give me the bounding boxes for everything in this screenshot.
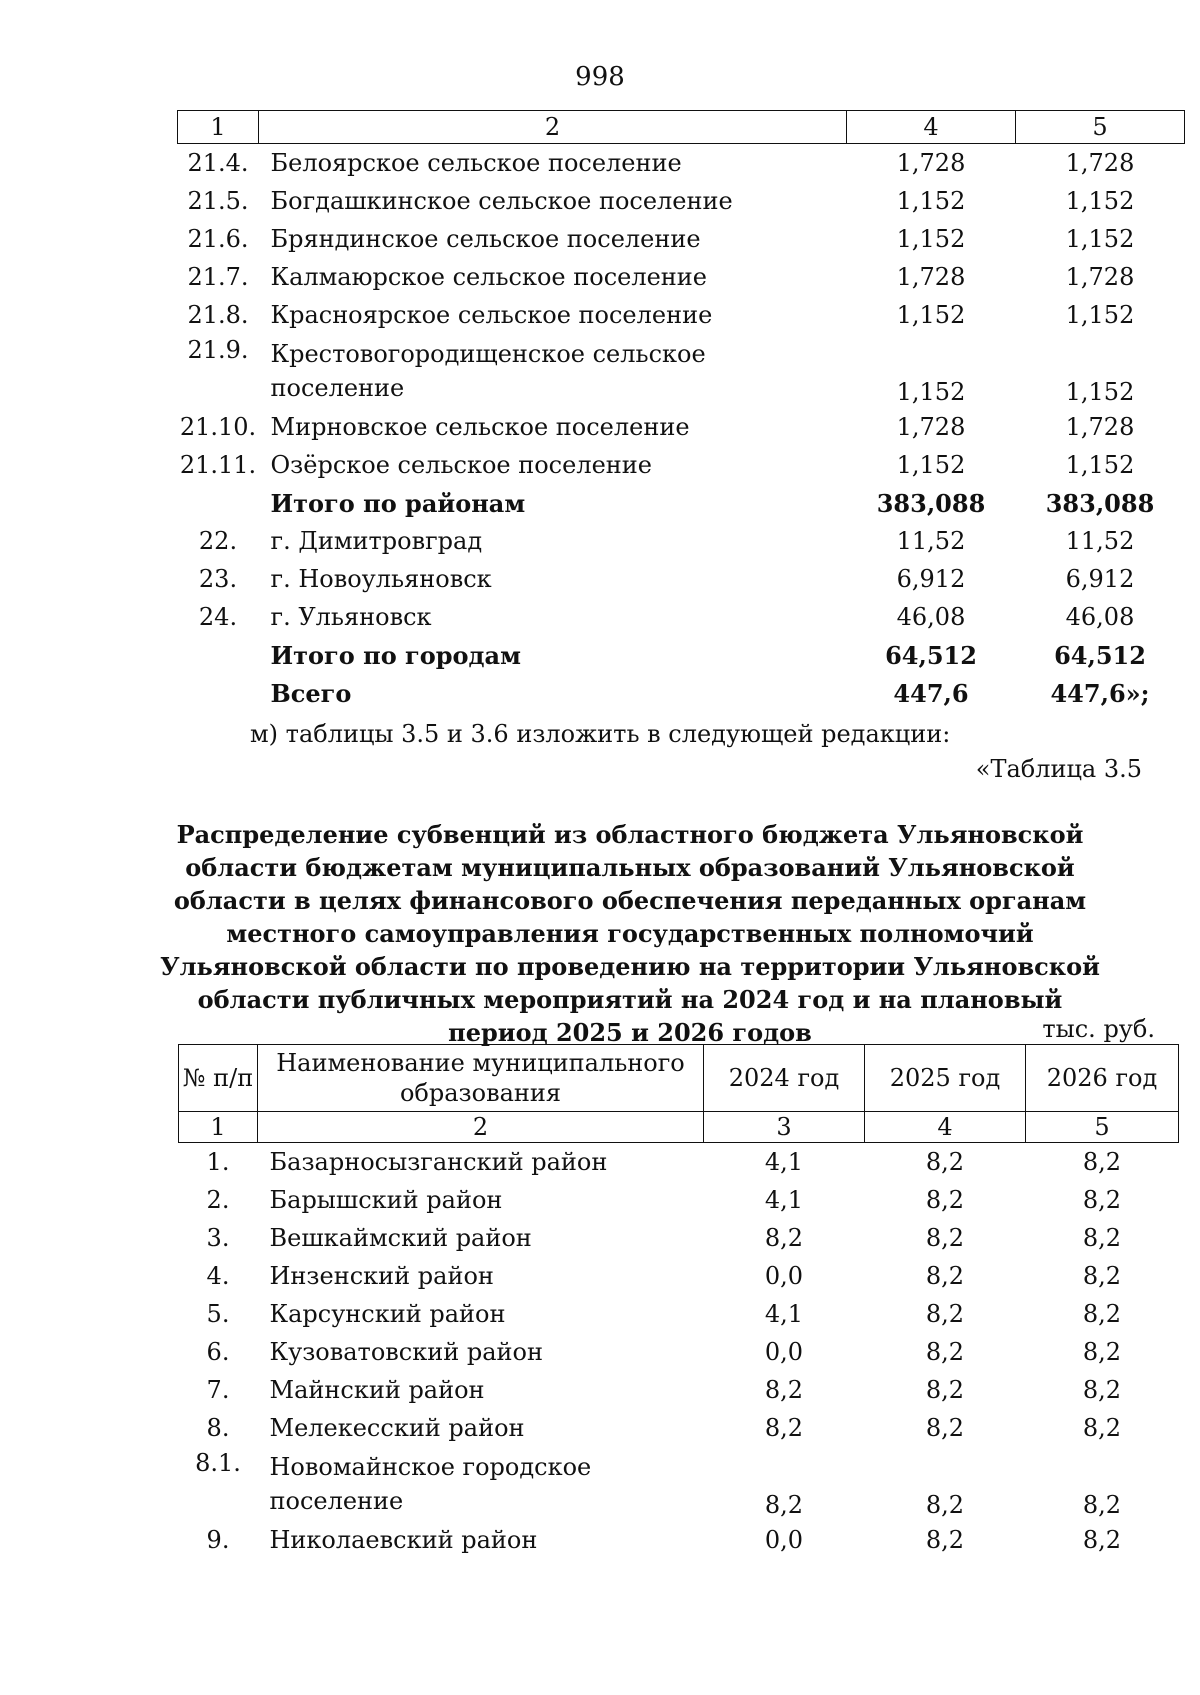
- row-value: 8,2: [764, 1414, 804, 1442]
- row-value: 383,088: [1045, 488, 1155, 518]
- row-value: 8,2: [1082, 1148, 1122, 1176]
- row-value: 8,2: [1082, 1526, 1122, 1554]
- row-value: 46,08: [896, 603, 966, 631]
- table-row: [179, 1521, 1179, 1559]
- table-row: [178, 296, 1185, 334]
- index-cell: 2: [258, 1112, 704, 1143]
- row-value: 4,1: [764, 1300, 804, 1328]
- table-row: [179, 1219, 1179, 1257]
- row-value: 8,2: [764, 1491, 804, 1519]
- row-value: 8,2: [1082, 1262, 1122, 1290]
- budget-table-continuation: [177, 110, 1185, 712]
- row-value: 8,2: [1082, 1224, 1122, 1252]
- row-value: 1,728: [896, 413, 966, 441]
- row-value: 8,2: [925, 1148, 965, 1176]
- table-row: [178, 334, 1185, 408]
- row-number: [178, 674, 259, 712]
- row-value: 1,152: [1065, 378, 1135, 406]
- row-value: 1,152: [1065, 225, 1135, 253]
- row-number: 6.: [206, 1338, 230, 1366]
- row-value: 4,1: [764, 1186, 804, 1214]
- table-row: [178, 144, 1185, 183]
- row-number: 7.: [206, 1376, 230, 1404]
- row-number: 21.7.: [187, 263, 249, 291]
- row-name: Крестовогородищенское сельское поселение: [270, 340, 706, 402]
- table-row: [179, 1371, 1179, 1409]
- header-cell: № п/п: [179, 1045, 258, 1112]
- table-row: [178, 560, 1185, 598]
- row-number: 22.: [198, 527, 238, 555]
- unit-label: тыс. руб.: [1042, 1015, 1155, 1043]
- row-number: 21.9.: [187, 336, 249, 364]
- row-value: 1,152: [1065, 187, 1135, 215]
- row-value: 8,2: [1082, 1414, 1122, 1442]
- header-cell: 2: [259, 111, 847, 144]
- row-name: Вешкаймский район: [269, 1224, 532, 1252]
- row-number: 24.: [198, 603, 238, 631]
- row-name: Калмаюрское сельское поселение: [270, 263, 707, 291]
- row-name: Озёрское сельское поселение: [270, 451, 652, 479]
- table-header-row: [179, 1045, 1179, 1112]
- row-name: Барышский район: [269, 1186, 503, 1214]
- table-title: Распределение субвенций из областного бюджета Ульяновской области бюджетам муниципальных образований Ульяновской области в целях финансового обеспечения переданных органам местного самоуправления государственных полномочий Ульяновской области по проведению на территории Ульяновской области публичных мероприятий на 2024 год и на плановый период 2025 и 2026 годов: [160, 820, 1100, 1047]
- row-value: 1,152: [1065, 301, 1135, 329]
- row-number: 1.: [206, 1148, 230, 1176]
- row-value: 1,728: [1065, 149, 1135, 177]
- row-name: г. Новоульяновск: [270, 565, 492, 593]
- row-value: 8,2: [925, 1338, 965, 1366]
- row-value: 8,2: [925, 1491, 965, 1519]
- row-number: [178, 484, 259, 522]
- row-number: [178, 636, 259, 674]
- row-value: 8,2: [1082, 1338, 1122, 1366]
- row-value: 1,152: [896, 187, 966, 215]
- row-value: 8,2: [925, 1376, 965, 1404]
- index-cell: 5: [1026, 1112, 1179, 1143]
- row-name: Красноярское сельское поселение: [270, 301, 713, 329]
- row-value: 0,0: [764, 1338, 804, 1366]
- subtotal-row: [178, 636, 1185, 674]
- table-row: [178, 446, 1185, 484]
- row-number: 21.10.: [179, 413, 257, 441]
- row-value: 1,728: [896, 263, 966, 291]
- row-value: 1,728: [1065, 263, 1135, 291]
- index-cell: 1: [179, 1112, 258, 1143]
- row-name: Итого по районам: [270, 488, 526, 518]
- table-row: [179, 1333, 1179, 1371]
- row-name: Мирновское сельское поселение: [270, 413, 690, 441]
- row-value: 8,2: [925, 1526, 965, 1554]
- total-row: [178, 674, 1185, 712]
- row-number: 21.4.: [187, 149, 249, 177]
- row-value: 8,2: [925, 1300, 965, 1328]
- row-number: 5.: [206, 1300, 230, 1328]
- table-row: [178, 258, 1185, 296]
- row-value: 8,2: [925, 1224, 965, 1252]
- row-number: 9.: [206, 1526, 230, 1554]
- table-row: [178, 408, 1185, 446]
- row-name: Всего: [270, 678, 352, 708]
- table-row: [178, 220, 1185, 258]
- row-value: 8,2: [1082, 1491, 1122, 1519]
- row-number: 21.6.: [187, 225, 249, 253]
- row-value: 447,6: [893, 678, 969, 708]
- row-number: 23.: [198, 565, 238, 593]
- row-value: 8,2: [1082, 1186, 1122, 1214]
- header-cell: 4: [847, 111, 1016, 144]
- row-name: Итого по городам: [270, 640, 521, 670]
- subvention-table: [178, 1044, 1179, 1559]
- row-value: 1,728: [1065, 413, 1135, 441]
- row-name: Майнский район: [269, 1376, 485, 1404]
- row-name: г. Димитровград: [270, 527, 483, 555]
- row-value: 8,2: [764, 1224, 804, 1252]
- column-index-row: [179, 1112, 1179, 1143]
- row-value: 1,152: [896, 378, 966, 406]
- row-value: 64,512: [1054, 640, 1146, 670]
- row-number: 21.8.: [187, 301, 249, 329]
- row-name: Мелекесский район: [269, 1414, 525, 1442]
- row-number: 2.: [206, 1186, 230, 1214]
- row-value: 8,2: [925, 1186, 965, 1214]
- row-value: 1,152: [896, 451, 966, 479]
- page-number: 998: [575, 62, 625, 92]
- header-cell: Наименование муниципального образования: [258, 1045, 704, 1112]
- row-value: 8,2: [1082, 1376, 1122, 1404]
- header-cell: 2025 год: [865, 1045, 1026, 1112]
- row-value: 8,2: [925, 1262, 965, 1290]
- row-value: 8,2: [925, 1414, 965, 1442]
- amendment-note: м) таблицы 3.5 и 3.6 изложить в следующей редакции:: [250, 720, 951, 748]
- table-row: [178, 522, 1185, 560]
- index-cell: 4: [865, 1112, 1026, 1143]
- table-row: [179, 1143, 1179, 1182]
- row-name: Бряндинское сельское поселение: [270, 225, 701, 253]
- row-name: Белоярское сельское поселение: [270, 149, 682, 177]
- subtotal-row: [178, 484, 1185, 522]
- row-value: 6,912: [1065, 565, 1135, 593]
- row-name: Кузоватовский район: [269, 1338, 543, 1366]
- row-value: 8,2: [764, 1376, 804, 1404]
- row-name: Инзенский район: [269, 1262, 494, 1290]
- row-number: 3.: [206, 1224, 230, 1252]
- table-row: [178, 598, 1185, 636]
- row-value: 11,52: [1065, 527, 1135, 555]
- header-cell: 1: [178, 111, 259, 144]
- table-row: [179, 1181, 1179, 1219]
- row-value: 0,0: [764, 1526, 804, 1554]
- row-name: г. Ульяновск: [270, 603, 432, 631]
- table-row: [179, 1409, 1179, 1447]
- row-value: 383,088: [876, 488, 986, 518]
- row-name: Новомайнское городское поселение: [269, 1453, 592, 1515]
- row-value: 4,1: [764, 1148, 804, 1176]
- table-label: «Таблица 3.5: [975, 755, 1142, 783]
- row-value: 6,912: [896, 565, 966, 593]
- header-cell: 2026 год: [1026, 1045, 1179, 1112]
- row-value: 64,512: [885, 640, 977, 670]
- row-value: 8,2: [1082, 1300, 1122, 1328]
- row-name: Николаевский район: [269, 1526, 538, 1554]
- row-number: 8.1.: [195, 1449, 241, 1477]
- row-name: Базарносызганский район: [269, 1148, 608, 1176]
- table-row: [178, 182, 1185, 220]
- table-row: [179, 1257, 1179, 1295]
- header-cell: 2024 год: [704, 1045, 865, 1112]
- table-header-row: [178, 111, 1185, 144]
- row-name: Карсунский район: [269, 1300, 506, 1328]
- table-row: [179, 1295, 1179, 1333]
- row-value: 1,152: [1065, 451, 1135, 479]
- row-value: 1,728: [896, 149, 966, 177]
- row-value: 447,6»;: [1050, 678, 1150, 708]
- row-value: 1,152: [896, 301, 966, 329]
- row-value: 0,0: [764, 1262, 804, 1290]
- index-cell: 3: [704, 1112, 865, 1143]
- row-value: 46,08: [1065, 603, 1135, 631]
- table-row: [179, 1447, 1179, 1521]
- header-cell: 5: [1016, 111, 1185, 144]
- row-name: Богдашкинское сельское поселение: [270, 187, 733, 215]
- row-number: 8.: [206, 1414, 230, 1442]
- row-value: 11,52: [896, 527, 966, 555]
- row-value: 1,152: [896, 225, 966, 253]
- row-number: 21.5.: [187, 187, 249, 215]
- row-number: 4.: [206, 1262, 230, 1290]
- row-number: 21.11.: [179, 451, 257, 479]
